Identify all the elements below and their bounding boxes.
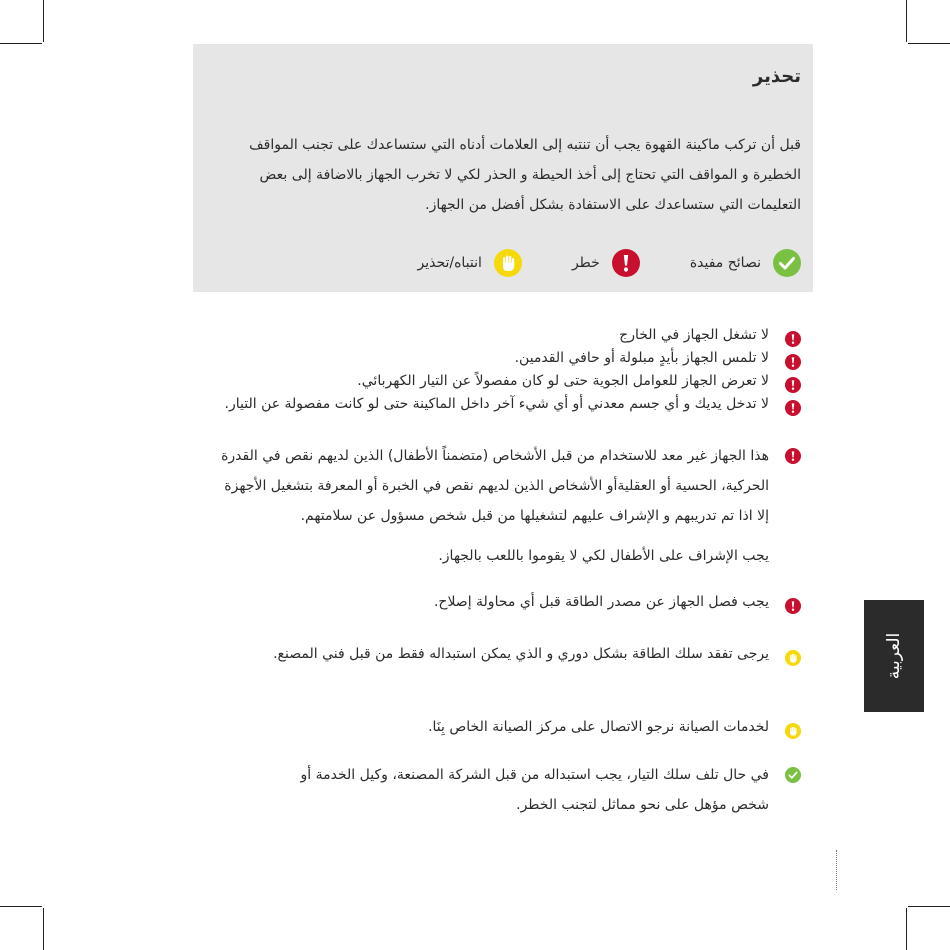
legend-tips-label: نصائح مفيدة bbox=[689, 255, 761, 271]
legend-danger-label: خطر bbox=[571, 255, 600, 271]
item-text-line: الحركية، الحسية أو العقليةأو الأشخاص الذين لديهم نقص في الخبرة أو المعرفة بتشغيل الأجهزة bbox=[224, 478, 769, 494]
item-text: يرجى تفقد سلك الطاقة بشكل دوري و الذي يمكن استبداله فقط من قبل فني المصنع. bbox=[273, 646, 769, 662]
legend-caution-label: انتباه/تحذير bbox=[417, 255, 482, 271]
item-text: لا تعرض الجهاز للعوامل الجوية حتى لو كان مفصولاً عن التيار الكهربائي. bbox=[357, 373, 769, 389]
language-tab bbox=[864, 600, 924, 712]
list-item bbox=[225, 396, 801, 416]
item-text: لا تلمس الجهاز بأيدٍ مبلولة أو حافي القدمين. bbox=[514, 350, 769, 366]
list-item bbox=[428, 719, 801, 739]
tip-check-icon bbox=[773, 249, 801, 277]
crop-mark bbox=[0, 43, 42, 44]
danger-exclamation-icon bbox=[785, 598, 801, 614]
icon-legend bbox=[413, 249, 801, 277]
warning-box bbox=[193, 44, 813, 292]
danger-exclamation-icon bbox=[612, 249, 640, 277]
item-text: لخدمات الصيانة نرجو الاتصال على مركز الصيانة الخاص بِنَا. bbox=[428, 719, 769, 735]
crop-mark bbox=[908, 43, 950, 44]
item-text-line: هذا الجهاز غير معد للاستخدام من قبل الأشخاص (متضمناً الأطفال) الذين لديهم نقص في القدرة bbox=[221, 448, 769, 464]
warning-body: قبل أن تركب ماكينة القهوة يجب أن تنتبه إلى العلامات أدناه التي ستساعدك على تجنب المواقف الخطيرة و المواقف التي تحتاج إلى أخذ الحيطة و الحذر لكي لا تخرب الجهاز بالاضافة إلى بعض التعليمات التي ستساعدك على الاستفادة بشكل أفضل من الجهاز. bbox=[249, 137, 801, 213]
crop-mark bbox=[0, 906, 42, 907]
page-edge-divider bbox=[836, 850, 837, 890]
item-text-line: شخص مؤهل على نحو مماثل لتجنب الخطر. bbox=[516, 797, 769, 813]
danger-exclamation-icon bbox=[785, 377, 801, 393]
item-text bbox=[301, 760, 769, 820]
tip-check-icon bbox=[785, 767, 801, 783]
language-tab-label: العربية bbox=[884, 632, 904, 680]
crop-mark bbox=[43, 908, 44, 950]
list-item bbox=[273, 646, 801, 666]
list-item bbox=[438, 548, 769, 564]
list-item bbox=[515, 350, 801, 370]
item-text-line: إلا اذا تم تدريبهم و الإشراف عليهم لتشغيلها من قبل شخص مسؤول عن سلامتهم. bbox=[300, 508, 769, 524]
list-item bbox=[301, 760, 801, 820]
danger-exclamation-icon bbox=[785, 354, 801, 370]
list-item bbox=[434, 594, 801, 614]
item-text: لا تشغل الجهاز في الخارج bbox=[619, 327, 769, 343]
danger-exclamation-icon bbox=[785, 331, 801, 347]
crop-mark bbox=[906, 908, 907, 950]
item-text: يجب الإشراف على الأطفال لكي لا يقوموا باللعب بالجهاز. bbox=[438, 548, 769, 564]
item-text: لا تدخل يديك و أي جسم معدني أو أي شيء آخر داخل الماكينة حتى لو كانت مفصولة عن التيار. bbox=[224, 396, 769, 412]
caution-hand-icon bbox=[494, 249, 522, 277]
danger-exclamation-icon bbox=[785, 448, 801, 464]
item-text-line: في حال تلف سلك التيار، يجب استبداله من قبل الشركة المصنعة، وكيل الخدمة أو bbox=[300, 767, 769, 783]
list-item bbox=[221, 441, 801, 531]
crop-mark bbox=[908, 906, 950, 907]
danger-exclamation-icon bbox=[785, 400, 801, 416]
caution-hand-icon bbox=[785, 723, 801, 739]
crop-mark bbox=[43, 0, 44, 42]
list-item bbox=[619, 327, 801, 347]
warning-title: تحذير bbox=[752, 66, 801, 87]
caution-hand-icon bbox=[785, 650, 801, 666]
list-item bbox=[357, 373, 801, 393]
item-text: يجب فصل الجهاز عن مصدر الطاقة قبل أي محاولة إصلاح. bbox=[433, 594, 769, 610]
item-text bbox=[221, 441, 769, 531]
crop-mark bbox=[906, 0, 907, 42]
